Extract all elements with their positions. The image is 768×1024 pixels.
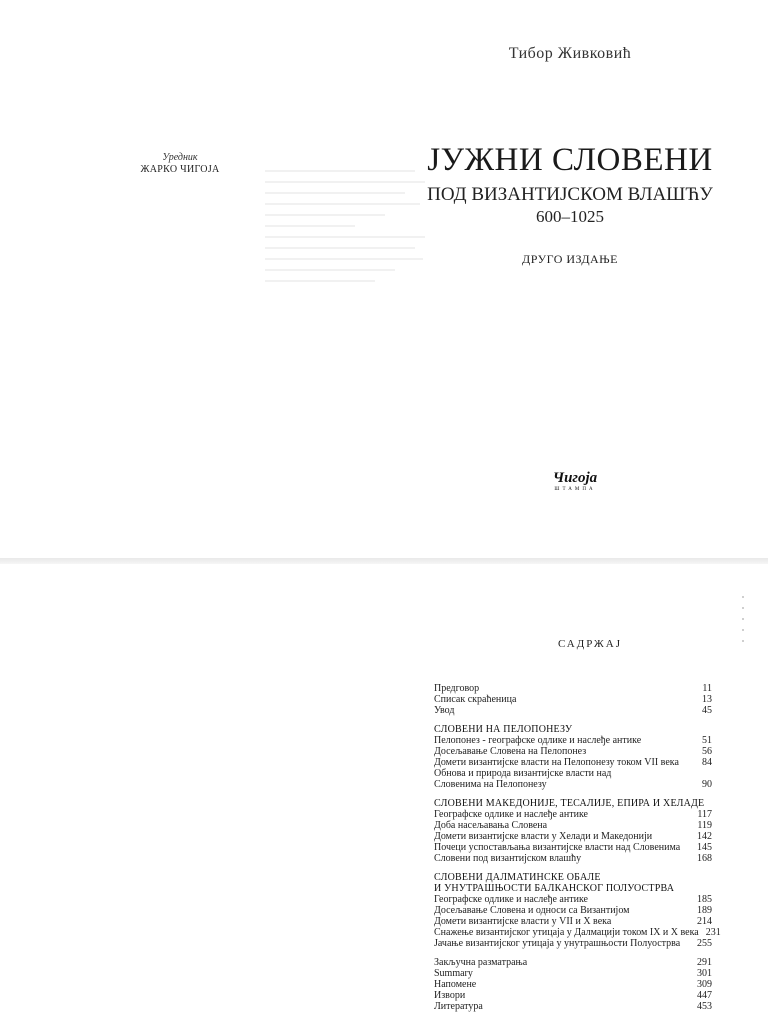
toc-entry <box>434 1001 720 1012</box>
toc-section <box>434 798 720 864</box>
toc-entry-page: 119 <box>697 820 712 831</box>
scan-marks <box>742 596 752 656</box>
toc-section-title: СЛОВЕНИ ДАЛМАТИНСКЕ ОБАЛЕ И УНУТРАШЊОСТИ БАЛКАНСКОГ ПОЛУОСТРВА <box>434 872 675 894</box>
toc-section <box>434 872 720 949</box>
toc-entry-title: Досељавање Словена и односи са Византијом <box>434 905 630 916</box>
toc-entry-title: Домети византијске власти на Пелопонезу током VII века <box>434 757 679 768</box>
toc-entry-title: Извори <box>434 990 466 1001</box>
toc-entry <box>434 905 720 916</box>
toc-entry <box>434 979 720 990</box>
toc-entry <box>434 694 720 705</box>
toc-entry-page: 255 <box>697 938 712 949</box>
book-years: 600–1025 <box>536 207 604 226</box>
publisher-logo <box>540 470 610 496</box>
toc-entry-title: Словенима на Пелопонезу <box>434 779 547 790</box>
toc-entry-title: Јачање византијског утицаја у унутрашњости Полуострва <box>434 938 681 949</box>
toc-entry-title: Почеци успостављања византијске власти над Словенима <box>434 842 681 853</box>
toc-entry <box>434 938 720 949</box>
toc-entry <box>434 990 720 1001</box>
toc-entry-page: 51 <box>702 735 712 746</box>
editor-name: ЖАРКО ЧИГОЈА <box>140 164 220 175</box>
toc-entry-page: 90 <box>702 779 712 790</box>
toc-entry-title: Географске одлике и наслеђе антике <box>434 894 588 905</box>
toc-entry-title: Обнова и природа византијске власти над <box>434 768 612 779</box>
toc-entry-page: 145 <box>697 842 712 853</box>
toc-entry-title: Списак скраћеница <box>434 694 517 705</box>
toc-entry <box>434 894 720 905</box>
toc-entry <box>434 842 720 853</box>
toc-entry-title: Досељавање Словена на Пелопонез <box>434 746 587 757</box>
toc-entry-page: 185 <box>697 894 712 905</box>
toc-section-title: СЛОВЕНИ МАКЕДОНИЈЕ, ТЕСАЛИЈЕ, ЕПИРА И ХЕЛАДЕ <box>434 798 705 809</box>
toc-entry-title: Словени под византијском влашћу <box>434 853 582 864</box>
toc-entry-page: 142 <box>697 831 712 842</box>
toc-entry-page: 189 <box>697 905 712 916</box>
toc-entry <box>434 768 720 779</box>
toc-entry-page: 447 <box>697 990 712 1001</box>
toc-entry-page: 45 <box>702 705 712 716</box>
toc-entry-title: Предговор <box>434 683 480 694</box>
toc-entry-title: Закључна разматрања <box>434 957 528 968</box>
toc-section <box>434 724 720 790</box>
contents-heading: САДРЖАЈ <box>557 638 623 650</box>
toc-entry <box>434 735 720 746</box>
toc-entry-page: 309 <box>697 979 712 990</box>
publisher-logo-script: Чигоја <box>552 470 598 486</box>
toc-entry-page: 84 <box>702 757 712 768</box>
toc-entry <box>434 957 720 968</box>
bleed-through-text <box>265 170 430 330</box>
toc-entry-page: 291 <box>697 957 712 968</box>
publisher-logo-sub: ШТАМПА <box>554 487 596 492</box>
toc-entry-page: 453 <box>697 1001 712 1012</box>
toc-entry <box>434 757 720 768</box>
toc-entry-page: 301 <box>697 968 712 979</box>
toc-entry-page: 13 <box>702 694 712 705</box>
toc-entry-page: 56 <box>702 746 712 757</box>
table-of-contents <box>434 683 720 1020</box>
toc-entry-title: Домети византијске власти у Хелади и Македонији <box>434 831 653 842</box>
toc-entry-title: Доба насељавања Словена <box>434 820 548 831</box>
editor-label: Уредник <box>162 152 198 163</box>
toc-section <box>434 957 720 1012</box>
toc-entry-title: Литература <box>434 1001 483 1012</box>
toc-entry-title: Географске одлике и наслеђе антике <box>434 809 588 820</box>
toc-entry-title: Напомене <box>434 979 477 990</box>
toc-entry <box>434 831 720 842</box>
toc-entry-page: 168 <box>697 853 712 864</box>
toc-section <box>434 683 720 716</box>
toc-entry <box>434 683 720 694</box>
toc-entry <box>434 779 720 790</box>
toc-entry <box>434 809 720 820</box>
toc-entry-page: 214 <box>697 916 712 927</box>
toc-entry-title: Домети византијске власти у VII и X века <box>434 916 612 927</box>
toc-entry-page: 11 <box>702 683 712 694</box>
toc-entry <box>434 820 720 831</box>
toc-entry <box>434 927 720 938</box>
toc-entry <box>434 853 720 864</box>
toc-entry <box>434 746 720 757</box>
toc-entry-page: 117 <box>697 809 712 820</box>
edition-label: ДРУГО ИЗДАЊЕ <box>522 252 618 266</box>
toc-entry-page: 231 <box>705 927 721 938</box>
author-name: Тибор Живковић <box>508 45 632 62</box>
toc-entry <box>434 916 720 927</box>
toc-entry-page <box>690 768 720 779</box>
toc-entry <box>434 705 720 716</box>
toc-entry-title: Пелопонез - географске одлике и наслеђе антике <box>434 735 642 746</box>
book-title: ЈУЖНИ СЛОВЕНИ <box>427 142 713 178</box>
toc-entry-title: Summary <box>434 968 473 979</box>
toc-entry-title: Увод <box>434 705 455 716</box>
toc-entry-title: Снажење византијског утицаја у Далмацији током IX и X века <box>434 927 699 938</box>
book-subtitle: ПОД ВИЗАНТИЈСКОМ ВЛАШЋУ <box>427 184 713 205</box>
toc-section-title: СЛОВЕНИ НА ПЕЛОПОНЕЗУ <box>434 724 573 735</box>
toc-entry <box>434 968 720 979</box>
